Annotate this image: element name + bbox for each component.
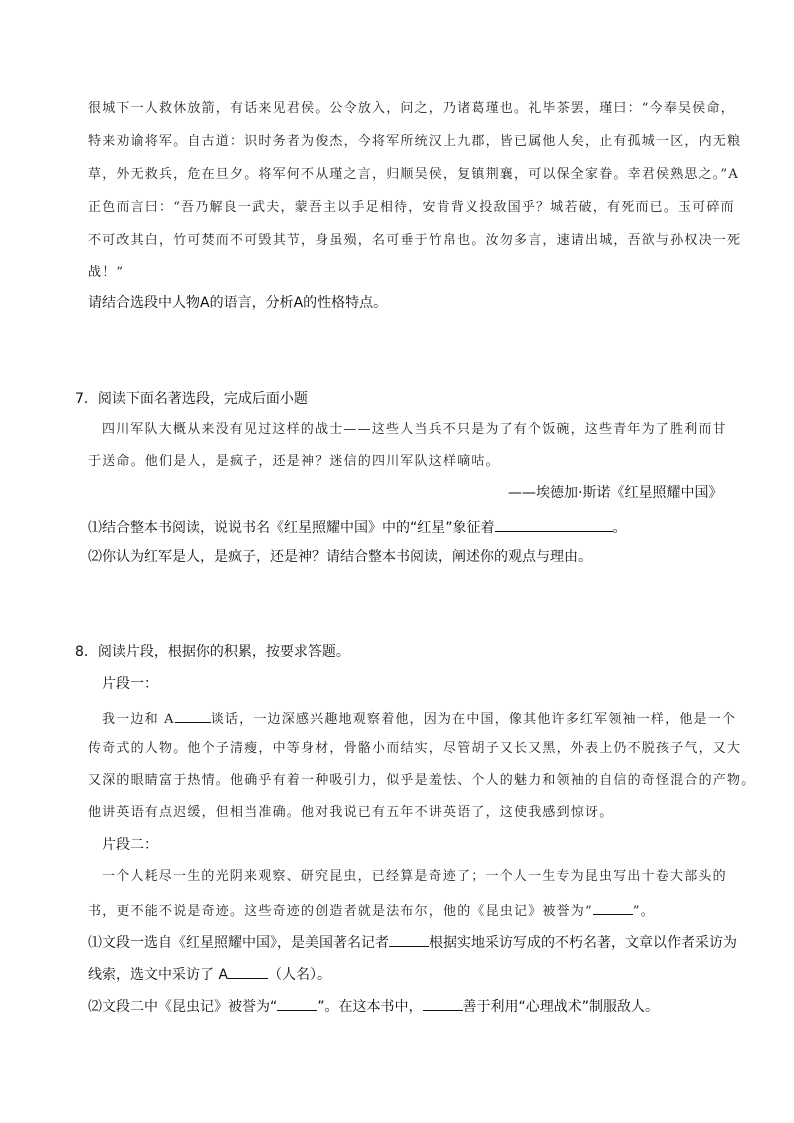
fragment2-line-2-text: 书，更不能不说是奇迹。这些奇迹的创造者就是法布尔，他的《昆虫记》被誉为“	[88, 904, 593, 919]
q8-sub2-end: 善于利用“心理战术”制服敌人。	[462, 999, 660, 1015]
fragment1-line-2: 传奇式的人物。他个子清瘦，中等身材，骨骼小而结实，尽管胡子又长又黑，外表上仍不脱孩子气，又大	[88, 741, 742, 756]
q7-sub1-end: 。	[612, 520, 627, 536]
answer-blank[interactable]	[277, 998, 317, 1011]
q8-sub2-text: ⑵文段二中《昆虫记》被誉为“	[88, 999, 278, 1015]
q8-sub1-line2-text: 线索，选文中采访了 A	[88, 967, 229, 983]
q7-attribution: ——埃德加·斯诺《红星照耀中国》	[508, 485, 723, 501]
passage6-line-5: 不可改其白，竹可焚而不可毁其节，身虽殒，名可垂于竹帛也。汝勿多言，速请出城，吾欲与孙权决一死	[88, 233, 742, 248]
q8-sub1-text: ⑴文段一选自《红星照耀中国》，是美国著名记者	[88, 935, 389, 951]
question6-prompt: 请结合选段中人物A的语言，分析A的性格特点。	[88, 295, 388, 311]
q7-passage-line-2: 于送命。他们是人，是疯子，还是神？迷信的四川军队这样嘀咕。	[88, 454, 500, 469]
answer-blank[interactable]	[389, 934, 429, 947]
passage6-line-6: 战！”	[88, 265, 125, 280]
answer-blank[interactable]	[593, 902, 633, 915]
passage6-line-2: 特来劝谕将军。自古道：识时务者为俊杰，今将军所统汉上九郡，皆已属他人矣，止有孤城一区，内无粮	[88, 134, 742, 149]
q7-sub1	[88, 519, 627, 535]
fragment2-line-1: 一个人耗尽一生的光阴来观察、研究昆虫，已经算是奇迹了；一个人一生专为昆虫写出十卷大部头的	[102, 869, 727, 884]
fragment2-line-2	[88, 902, 655, 918]
q7-passage-line-1: 四川军队大概从来没有见过这样的战士——这些人当兵不只是为了有个饭碗，这些青年为了胜利而甘	[102, 422, 727, 437]
answer-blank[interactable]	[228, 966, 268, 979]
q8-sub1-line2-end: （人名）。	[268, 967, 332, 983]
fragment2-line-2-end: ”。	[632, 904, 655, 919]
fragment1-line-1-rest: 谈话，一边深感兴趣地观察着他，因为在中国，像其他许多红军领袖一样，他是一个	[210, 712, 737, 727]
fragment1-line-3: 又深的眼睛富于热情。他确乎有着一种吸引力，似乎是羞怯、个人的魅力和领袖的自信的奇怪混合的产物。	[88, 773, 756, 788]
q8-sub1-line-1	[88, 934, 737, 950]
answer-blank[interactable]	[495, 519, 613, 532]
fragment1-line-4: 他讲英语有点迟缓，但相当准确。他对我说已有五年不讲英语了，这使我感到惊讶。	[88, 805, 614, 820]
passage6-line-3: 草，外无救兵，危在旦夕。将军何不从瑾之言，归顺吴侯，复镇荆襄，可以保全家眷。幸君侯熟思之。”A	[88, 167, 739, 182]
q7-sub2: ⑵你认为红军是人，是疯子，还是神？请结合整本书阅读，阐述你的观点与理由。	[88, 549, 592, 565]
q8-sub2-mid: ”。在这本书中，	[317, 999, 423, 1015]
question7-title: 7．阅读下面名著选段，完成后面小题	[75, 391, 308, 407]
question8-title: 8．阅读片段，根据你的积累，按要求答题。	[75, 644, 350, 660]
answer-blank[interactable]	[423, 998, 463, 1011]
fragment2-label: 片段二：	[102, 837, 158, 853]
q7-sub1-text: ⑴结合整本书阅读，说说书名《红星照耀中国》中的“红星”象征着	[88, 520, 495, 536]
q8-sub1-line-2	[88, 966, 331, 982]
fragment1-line-1	[102, 710, 736, 726]
fragment1-line-1-start: 我一边和 A	[102, 712, 175, 727]
q8-sub2	[88, 998, 659, 1014]
answer-blank[interactable]	[175, 710, 211, 723]
fragment1-label: 片段一：	[102, 676, 158, 692]
q8-sub1-rest: 根据实地采访写成的不朽名著，文章以作者采访为	[429, 935, 737, 951]
passage6-line-1: 很城下一人救休放箭，有话来见君侯。公令放入，问之，乃诸葛瑾也。礼毕茶罢，瑾曰：“今奉吴侯命，	[88, 101, 735, 116]
passage6-line-4: 正色而言曰：“吾乃解良一武夫，蒙吾主以手足相待，安肯背义投敌国乎？城若破，有死而已。玉可碎而	[88, 200, 735, 215]
